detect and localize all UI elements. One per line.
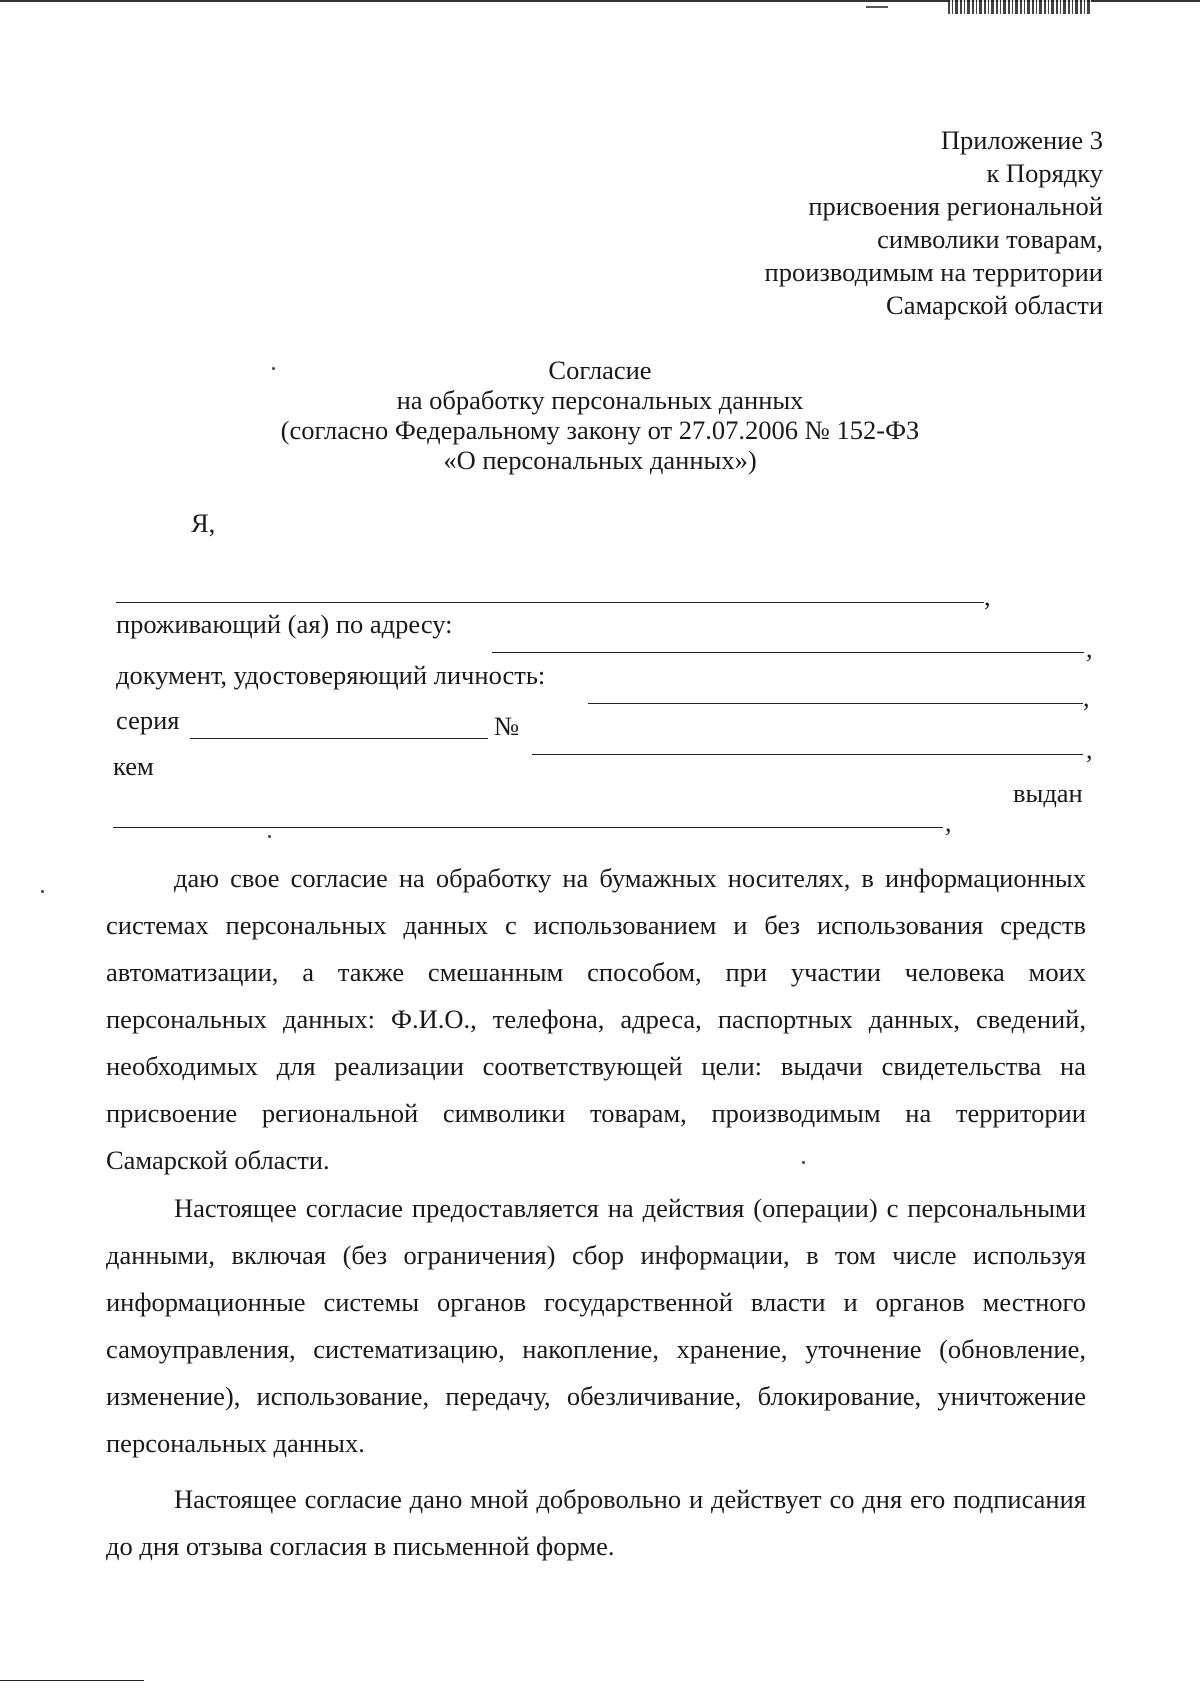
comma: , (1086, 735, 1093, 764)
document-title (240, 355, 960, 475)
appendix-line: к Порядку (986, 158, 1103, 188)
address-label: проживающий (ая) по адресу: (116, 609, 453, 639)
comma: , (984, 582, 991, 611)
scan-speck (41, 890, 44, 893)
scan-speck (802, 1161, 805, 1164)
document-field[interactable] (588, 703, 1083, 704)
address-field[interactable] (492, 652, 1084, 653)
title-line: Согласие (548, 355, 652, 385)
issued-label: выдан (1013, 778, 1083, 808)
issued-by-field[interactable] (113, 827, 943, 828)
number-field[interactable] (532, 754, 1083, 755)
consent-validity-paragraph (106, 1476, 1086, 1570)
appendix-line: Самарской области (886, 290, 1103, 320)
footnote-divider (0, 1680, 144, 1681)
scan-speck (268, 835, 271, 838)
number-label: № (494, 711, 520, 741)
comma: , (945, 808, 952, 837)
issued-by-label: кем (113, 751, 154, 781)
paragraph-text: Настоящее согласие предоставляется на действия (операции) с персональными данными, включая (без ограничения) сбор информации, в том числе используя информационные системы органов государственной власти и органов местного самоуправления, систематизацию, накопление, хранение, уточнение (обновление, изменение), использование, передачу, обезличивание, блокирование, уничтожение персональных данных. (106, 1193, 1086, 1458)
title-line: на обработку персональных данных (396, 385, 804, 415)
title-line: (согласно Федеральному закону от 27.07.2006 № 152-ФЗ (280, 415, 920, 445)
consent-paragraph (106, 855, 1086, 1184)
intro-text: Я, (191, 508, 216, 538)
document-label: документ, удостоверяющий личность: (116, 660, 546, 690)
series-field[interactable] (190, 738, 488, 739)
comma: , (1083, 683, 1090, 712)
appendix-line: символики товарам, (877, 224, 1103, 254)
comma: , (1086, 634, 1093, 663)
barcode (948, 0, 1091, 14)
name-field[interactable] (116, 602, 984, 603)
scan-speck (272, 367, 275, 370)
appendix-line: Приложение 3 (940, 125, 1103, 155)
title-line: «О персональных данных») (443, 445, 757, 475)
appendix-header (765, 124, 1103, 322)
scan-mark (866, 6, 888, 8)
paragraph-text: Настоящее согласие дано мной добровольно и действует со дня его подписания до дня отзыва согласия в письменной форме. (106, 1484, 1086, 1561)
appendix-line: производимым на территории (764, 257, 1103, 287)
paragraph-text: даю свое согласие на обработку на бумажных носителях, в информационных системах персональных данных с использованием и без использования средств автоматизации, а также смешанным способом, при участии человека моих персональных данных: Ф.И.О., телефона, адреса, паспортных данных, сведений, необходимых для реализации соответствующей цели: выдачи свидетельства на присвоение региональной символики товарам, производимым на территории Самарской области. (106, 863, 1086, 1175)
consent-scope-paragraph (106, 1185, 1086, 1467)
appendix-line: присвоения региональной (808, 191, 1103, 221)
series-label: серия (116, 705, 180, 735)
